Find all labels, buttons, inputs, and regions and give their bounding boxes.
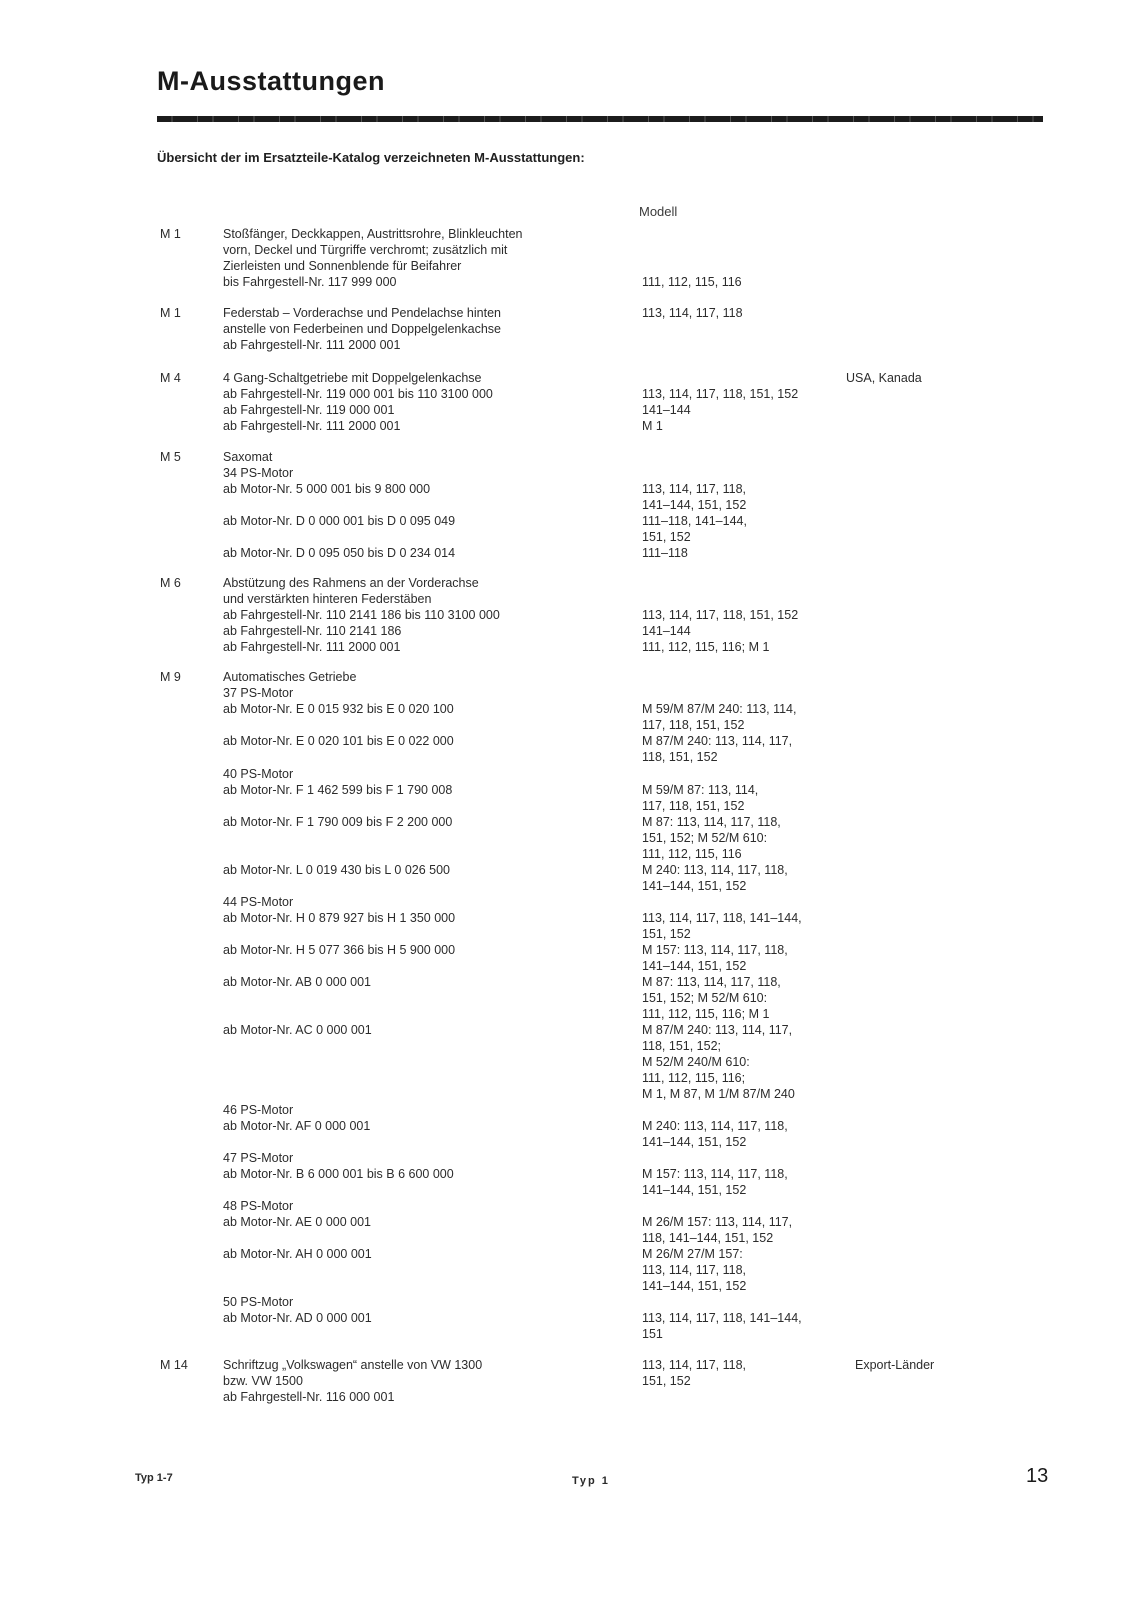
equipment-description: und verstärkten hinteren Federstäben (223, 592, 432, 606)
model-numbers: 113, 114, 117, 118 (642, 306, 743, 320)
model-numbers: 117, 118, 151, 152 (642, 799, 745, 813)
equipment-description: bzw. VW 1500 (223, 1374, 303, 1388)
equipment-description: ab Fahrgestell-Nr. 116 000 001 (223, 1390, 395, 1404)
model-numbers: 151, 152; M 52/M 610: (642, 991, 768, 1005)
model-numbers: 113, 114, 117, 118, 151, 152 (642, 608, 799, 622)
model-numbers: M 1, M 87, M 1/M 87/M 240 (642, 1087, 795, 1101)
equipment-description: ab Motor-Nr. AE 0 000 001 (223, 1215, 372, 1229)
page-number: 13 (1026, 1465, 1049, 1487)
equipment-description: bis Fahrgestell-Nr. 117 999 000 (223, 275, 397, 289)
equipment-code: M 5 (160, 450, 181, 464)
equipment-description: Federstab – Vorderachse und Pendelachse hinten (223, 306, 501, 320)
equipment-description: ab Motor-Nr. AD 0 000 001 (223, 1311, 372, 1325)
equipment-description: 34 PS-Motor (223, 466, 294, 480)
equipment-description: ab Motor-Nr. AB 0 000 001 (223, 975, 372, 989)
equipment-description: ab Fahrgestell-Nr. 110 2141 186 bis 110 3100 000 (223, 608, 500, 622)
model-numbers: 117, 118, 151, 152 (642, 718, 745, 732)
equipment-code: M 1 (160, 227, 181, 241)
equipment-description: 50 PS-Motor (223, 1295, 294, 1309)
equipment-description: 48 PS-Motor (223, 1199, 294, 1213)
equipment-description: ab Motor-Nr. D 0 000 001 bis D 0 095 049 (223, 514, 456, 528)
model-numbers: M 157: 113, 114, 117, 118, (642, 943, 788, 957)
model-numbers: M 87: 113, 114, 117, 118, (642, 975, 781, 989)
page-subtitle: Übersicht der im Ersatzteile-Katalog verzeichneten M-Ausstattungen: (157, 150, 585, 165)
model-numbers: 141–144, 151, 152 (642, 1279, 747, 1293)
model-numbers: 111, 112, 115, 116 (642, 275, 742, 289)
equipment-description: Schriftzug „Volkswagen“ anstelle von VW 1300 (223, 1358, 483, 1372)
region-note: Export-Länder (855, 1358, 935, 1372)
model-numbers: 141–144 (642, 403, 691, 417)
equipment-description: ab Motor-Nr. E 0 020 101 bis E 0 022 000 (223, 734, 454, 748)
equipment-description: ab Motor-Nr. H 5 077 366 bis H 5 900 000 (223, 943, 456, 957)
model-numbers: 113, 114, 117, 118, (642, 482, 747, 496)
equipment-code: M 9 (160, 670, 181, 684)
equipment-description: ab Fahrgestell-Nr. 111 2000 001 (223, 419, 401, 433)
equipment-description: ab Motor-Nr. AC 0 000 001 (223, 1023, 372, 1037)
equipment-description: anstelle von Federbeinen und Doppelgelenkachse (223, 322, 501, 336)
model-numbers: M 1 (642, 419, 663, 433)
model-numbers: 151, 152; M 52/M 610: (642, 831, 768, 845)
equipment-code: M 1 (160, 306, 181, 320)
region-note: USA, Kanada (846, 371, 922, 385)
model-numbers: 141–144, 151, 152 (642, 879, 747, 893)
equipment-description: ab Motor-Nr. E 0 015 932 bis E 0 020 100 (223, 702, 454, 716)
equipment-description: 44 PS-Motor (223, 895, 294, 909)
model-numbers: 111, 112, 115, 116; M 1 (642, 1007, 770, 1021)
page-title: M-Ausstattungen (157, 66, 385, 96)
model-numbers: M 26/M 157: 113, 114, 117, (642, 1215, 793, 1229)
model-numbers: 151, 152 (642, 1374, 691, 1388)
model-numbers: M 59/M 87/M 240: 113, 114, (642, 702, 797, 716)
model-numbers: M 59/M 87: 113, 114, (642, 783, 759, 797)
equipment-description: Automatisches Getriebe (223, 670, 357, 684)
model-numbers: M 87: 113, 114, 117, 118, (642, 815, 781, 829)
model-numbers: 111–118 (642, 546, 688, 560)
equipment-description: ab Fahrgestell-Nr. 111 2000 001 (223, 640, 401, 654)
model-numbers: 113, 114, 117, 118, 151, 152 (642, 387, 799, 401)
equipment-description: ab Motor-Nr. B 6 000 001 bis B 6 600 000 (223, 1167, 454, 1181)
title-rule (157, 116, 1043, 122)
model-numbers: 113, 114, 117, 118, (642, 1263, 747, 1277)
model-numbers: 151 (642, 1327, 663, 1341)
equipment-description: Zierleisten und Sonnenblende für Beifahrer (223, 259, 462, 273)
equipment-code: M 14 (160, 1358, 188, 1372)
equipment-description: 37 PS-Motor (223, 686, 294, 700)
equipment-description: ab Motor-Nr. F 1 790 009 bis F 2 200 000 (223, 815, 453, 829)
model-numbers: M 87/M 240: 113, 114, 117, (642, 1023, 793, 1037)
model-numbers: 141–144, 151, 152 (642, 1135, 747, 1149)
equipment-description: 40 PS-Motor (223, 767, 294, 781)
equipment-description: Saxomat (223, 450, 273, 464)
model-numbers: 111, 112, 115, 116 (642, 847, 742, 861)
equipment-description: ab Motor-Nr. L 0 019 430 bis L 0 026 500 (223, 863, 451, 877)
equipment-description: Abstützung des Rahmens an der Vorderachse (223, 576, 479, 590)
model-numbers: 111–118, 141–144, (642, 514, 747, 528)
model-numbers: 141–144, 151, 152 (642, 959, 747, 973)
model-numbers: M 240: 113, 114, 117, 118, (642, 863, 788, 877)
equipment-description: Stoßfänger, Deckkappen, Austrittsrohre, Blinkleuchten (223, 227, 523, 241)
model-numbers: 151, 152 (642, 927, 691, 941)
model-numbers: 113, 114, 117, 118, 141–144, (642, 911, 802, 925)
model-numbers: 118, 151, 152; (642, 1039, 722, 1053)
equipment-description: ab Motor-Nr. AF 0 000 001 (223, 1119, 371, 1133)
equipment-description: 4 Gang-Schaltgetriebe mit Doppelgelenkachse (223, 371, 482, 385)
model-numbers: 141–144 (642, 624, 691, 638)
equipment-description: ab Motor-Nr. AH 0 000 001 (223, 1247, 372, 1261)
model-numbers: 118, 151, 152 (642, 750, 718, 764)
equipment-code: M 6 (160, 576, 181, 590)
model-numbers: M 240: 113, 114, 117, 118, (642, 1119, 788, 1133)
model-numbers: 111, 112, 115, 116; (642, 1071, 746, 1085)
equipment-description: ab Fahrgestell-Nr. 111 2000 001 (223, 338, 401, 352)
footer-type-label: Typ 1-7 (135, 1472, 173, 1484)
model-numbers: M 157: 113, 114, 117, 118, (642, 1167, 788, 1181)
model-numbers: 111, 112, 115, 116; M 1 (642, 640, 770, 654)
modell-column-header: Modell (639, 204, 678, 219)
model-numbers: 118, 141–144, 151, 152 (642, 1231, 774, 1245)
equipment-description: 46 PS-Motor (223, 1103, 294, 1117)
equipment-description: ab Fahrgestell-Nr. 110 2141 186 (223, 624, 402, 638)
model-numbers: 141–144, 151, 152 (642, 498, 747, 512)
model-numbers: 113, 114, 117, 118, 141–144, (642, 1311, 802, 1325)
model-numbers: 151, 152 (642, 530, 691, 544)
equipment-description: ab Motor-Nr. D 0 095 050 bis D 0 234 014 (223, 546, 456, 560)
equipment-description: ab Motor-Nr. 5 000 001 bis 9 800 000 (223, 482, 431, 496)
equipment-description: 47 PS-Motor (223, 1151, 294, 1165)
equipment-code: M 4 (160, 371, 181, 385)
model-numbers: 113, 114, 117, 118, (642, 1358, 747, 1372)
footer-center-label: Typ 1 (572, 1475, 610, 1487)
model-numbers: M 52/M 240/M 610: (642, 1055, 750, 1069)
equipment-description: vorn, Deckel und Türgriffe verchromt; zusätzlich mit (223, 243, 508, 257)
equipment-description: ab Fahrgestell-Nr. 119 000 001 (223, 403, 395, 417)
equipment-description: ab Fahrgestell-Nr. 119 000 001 bis 110 3100 000 (223, 387, 493, 401)
equipment-description: ab Motor-Nr. F 1 462 599 bis F 1 790 008 (223, 783, 453, 797)
equipment-description: ab Motor-Nr. H 0 879 927 bis H 1 350 000 (223, 911, 456, 925)
model-numbers: M 26/M 27/M 157: (642, 1247, 743, 1261)
model-numbers: 141–144, 151, 152 (642, 1183, 747, 1197)
model-numbers: M 87/M 240: 113, 114, 117, (642, 734, 793, 748)
